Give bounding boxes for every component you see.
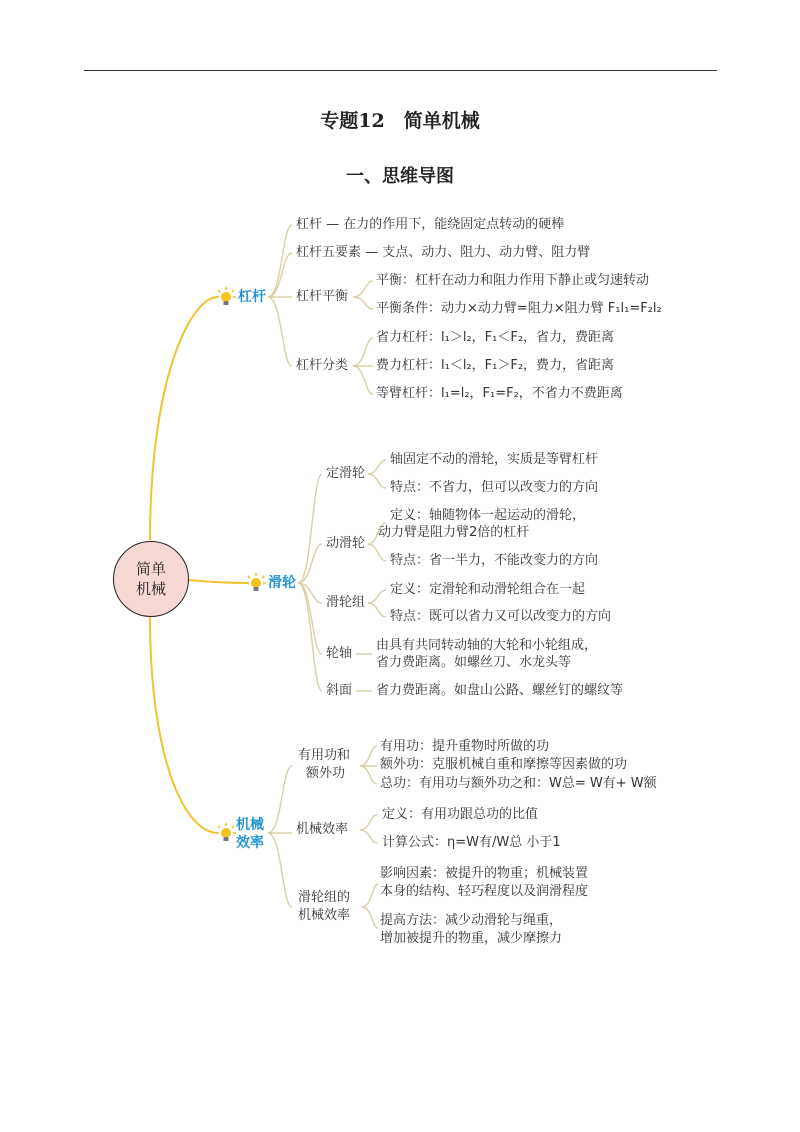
center-label: 简单 机械	[135, 560, 166, 598]
pulley-group: 滑轮组	[326, 595, 366, 610]
lightbulb-icon	[215, 822, 237, 844]
lever-balance-condition: 平衡条件：动力×动力臂=阻力×阻力臂 F₁l₁=F₂l₂	[376, 301, 662, 316]
pulley-movable-definition-1: 定义：轴随物体一起运动的滑轮，	[390, 508, 586, 523]
section-title: 一、思维导图	[346, 166, 454, 187]
lever-balance: 杠杆平衡	[296, 289, 349, 304]
pulley-fixed-definition: 轴固定不动的滑轮，实质是等臂杠杆	[390, 452, 599, 467]
extra-work: 额外功：克服机械自重和摩擦等因素做的功	[380, 757, 628, 772]
lever-definition: 杠杆 — 在力的作用下，能绕固定点转动的硬棒	[296, 217, 565, 232]
page-title: 专题12 简单机械	[320, 110, 480, 132]
connector-pulley	[188, 580, 248, 583]
lever-equal-arm: 等臂杠杆：l₁=l₂，F₁=F₂，不省力不费距离	[376, 386, 623, 401]
pulley-group-efficiency-1: 滑轮组的	[298, 890, 351, 905]
lever-balance-definition: 平衡：杠杆在动力和阻力作用下静止或匀速转动	[376, 273, 650, 288]
connector-efficiency	[150, 616, 218, 833]
wheel-axle-definition-1: 由具有共同转动轴的大轮和小轮组成，	[376, 638, 598, 653]
branch-efficiency-line2: 效率	[236, 835, 264, 851]
connector-lever	[150, 297, 218, 540]
efficiency-definition: 定义：有用功跟总功的比值	[382, 807, 539, 822]
lightbulb-icon	[215, 286, 237, 308]
pulley-fixed-feature: 特点：不省力，但可以改变力的方向	[390, 480, 599, 495]
efficiency-improve-2: 增加被提升的物重，减少摩擦力	[380, 931, 563, 946]
work-label-1: 有用功和	[298, 748, 351, 763]
lever-force-saving: 省力杠杆：l₁＞l₂，F₁＜F₂，省力，费距离	[376, 330, 615, 345]
lightbulb-icon	[245, 572, 267, 594]
total-work: 总功：有用功与额外功之和：W总= W有+ W额	[380, 776, 657, 791]
efficiency-formula: 计算公式：η=W有/W总 小于1	[382, 835, 561, 850]
pulley-group-feature: 特点：既可以省力又可以改变力的方向	[390, 609, 612, 624]
wheel-axle: 轮轴	[326, 646, 353, 661]
efficiency-factors-1: 影响因素：被提升的物重；机械装置	[380, 866, 589, 881]
center-node	[113, 541, 189, 617]
lever-force-costing: 费力杠杆：l₁＜l₂，F₁＞F₂，费力，省距离	[376, 358, 615, 373]
branch-efficiency-line1: 机械	[236, 817, 264, 833]
useful-work: 有用功：提升重物时所做的功	[380, 739, 550, 754]
inclined-plane-definition: 省力费距离。如盘山公路、螺丝钉的螺纹等	[376, 683, 624, 698]
pulley-movable: 动滑轮	[326, 536, 366, 551]
mechanical-efficiency: 机械效率	[296, 822, 349, 837]
pulley-movable-definition-2: 动力臂是阻力臂2倍的杠杆	[378, 525, 530, 540]
pulley-group-definition: 定义：定滑轮和动滑轮组合在一起	[390, 582, 586, 597]
pulley-group-efficiency-2: 机械效率	[298, 908, 351, 923]
branch-lever: 杠杆	[238, 289, 266, 305]
efficiency-factors-2: 本身的结构、轻巧程度以及润滑程度	[380, 884, 589, 899]
branch-pulley: 滑轮	[268, 575, 296, 591]
efficiency-improve-1: 提高方法：减少动滑轮与绳重，	[380, 913, 563, 928]
lever-five-elements: 杠杆五要素 — 支点、动力、阻力、动力臂、阻力臂	[296, 245, 591, 260]
pulley-fixed: 定滑轮	[326, 466, 366, 481]
inclined-plane: 斜面	[326, 683, 353, 698]
wheel-axle-definition-2: 省力费距离。如螺丝刀、水龙头等	[376, 655, 572, 670]
pulley-movable-feature: 特点：省一半力，不能改变力的方向	[390, 553, 599, 568]
lever-types: 杠杆分类	[296, 358, 349, 373]
work-label-2: 额外功	[306, 766, 346, 781]
